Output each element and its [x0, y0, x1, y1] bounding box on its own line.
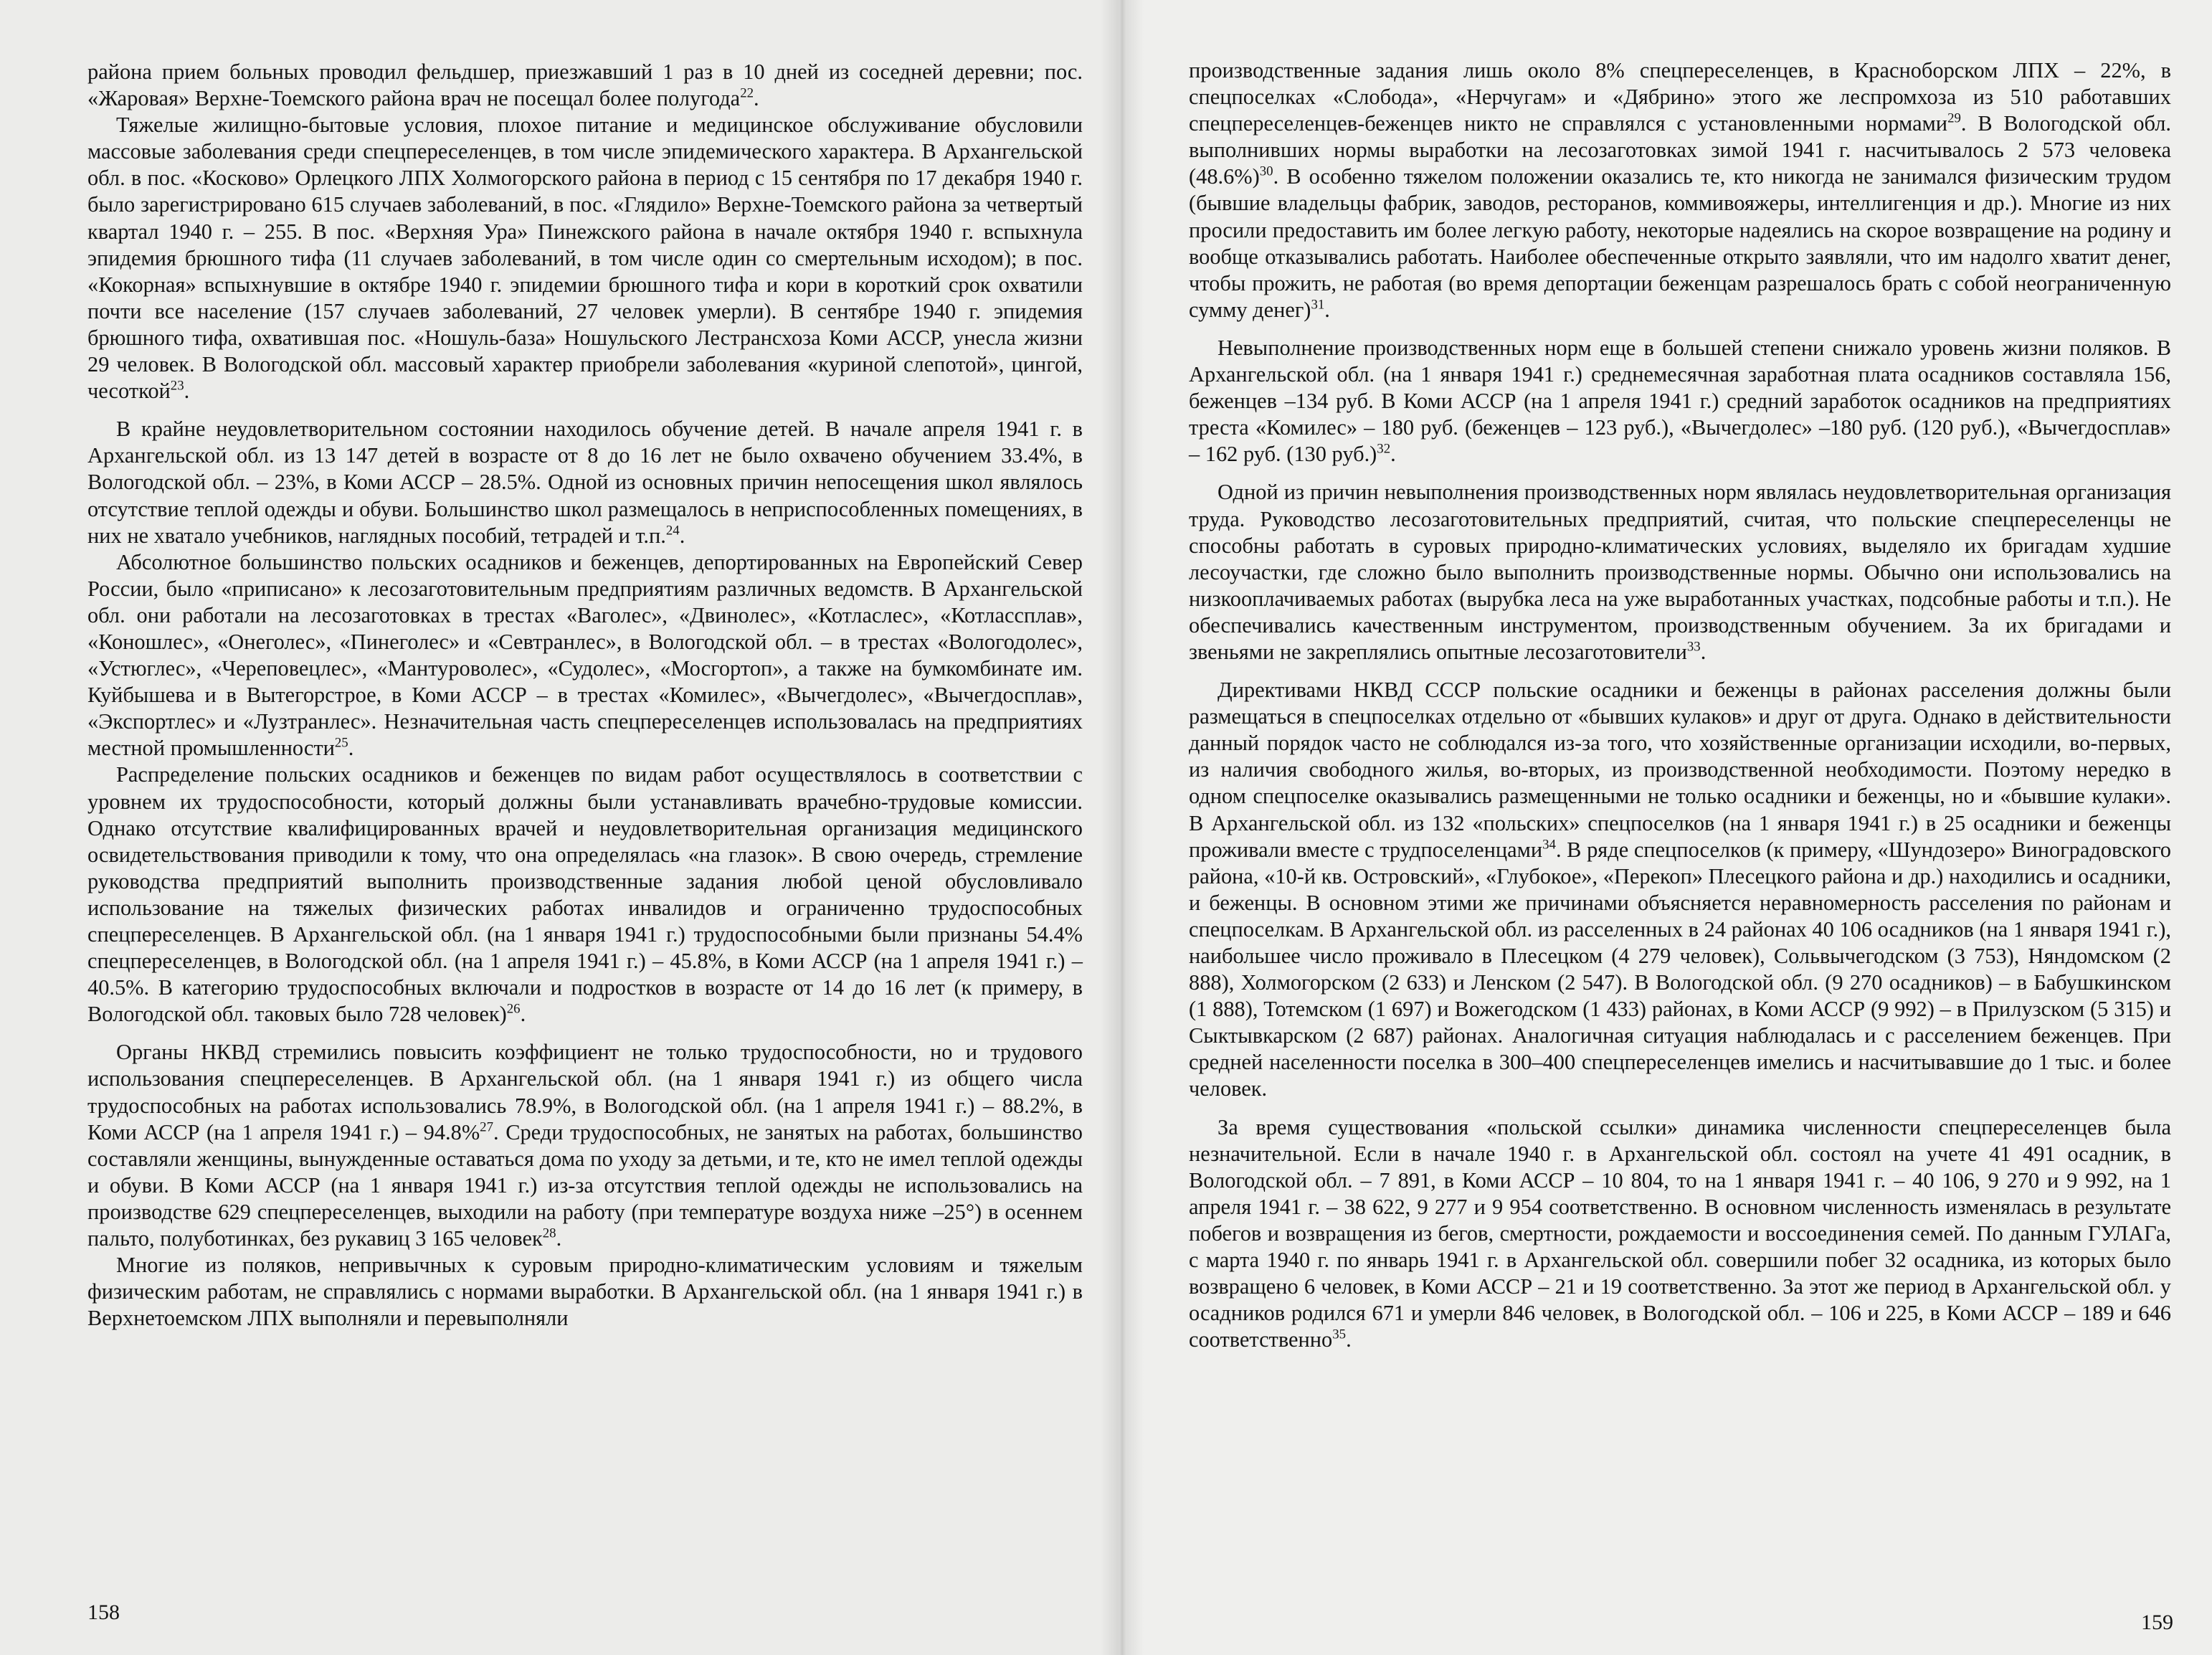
- paragraph: района прием больных проводил фельдшер, приезжавший 1 раз в 10 дней из соседней деревни; пос. «Жаровая» Верхне-Тоемского района врач не посещал более полугода$^{22}$.: [87, 60, 1083, 111]
- paragraph: В крайне неудовлетворительном состоянии находилось обучение детей. В начале апреля 1941 г. в Архангельской обл. из 13 147 детей в возрасте от 8 до 16 лет не было охвачено обучением 33.4%, в Вологодской обл. – 23%, в Коми АССР – 28.5%. Одной из основных причин непосещения школ являлось отсутствие теплой одежды и обуви. Большинство школ размещалось в неприспособленных помещениях, в них не хватало учебников, наглядных пособий, тетрадей и т.п.$^{24}$.: [87, 417, 1083, 548]
- page-number: 158: [87, 1601, 120, 1624]
- footnote-ref: 27: [480, 1119, 493, 1134]
- paragraph: Распределение польских осадников и беженцев по видам работ осуществлялось в соответствии с уровнем их трудоспособности, который должны были устанавливать врачебно-трудовые комиссии. Однако отсутствие квалифицированных врачей и неудовлетворительная организация медицинского освидетельствования приводили к тому, что она определялась «на глазок». В свою очередь, стремление руководства предприятий выполнить производственные задания любой ценой обусловливало использование на тяжелых физических работах инвалидов и ограниченно трудоспособных спецпереселенцев. В Архангельской обл. (на 1 января 1941 г.) трудоспособными были признаны 54.4% спецпереселенцев, в Вологодской обл. (на 1 апреля 1941 г.) – 45.8%, в Коми АССР (на 1 апреля 1941 г.) – 40.5%. В категорию трудоспособных включали и подростков в возрасте от 14 до 16 лет (к примеру, в Вологодской обл. таковых было 728 человек)$^{26}$.: [87, 762, 1083, 1027]
- paragraph: Органы НКВД стремились повысить коэффициент не только трудоспособности, но и трудового использования спецпереселенцев. В Архангельской обл. (на 1 января 1941 г.) из общего числа трудоспособных на работах использовались 78.9%, в Вологодской обл. (на 1 апреля 1941 г.) – 88.2%, в Коми АССР (на 1 апреля 1941 г.) – 94.8%$^{27}$. Среди трудоспособных, не занятых на работах, большинство составляли женщины, вынужденные оставаться дома по уходу за детьми, и те, кто не имел теплой одежды и обуви. В Коми АССР (на 1 января 1941 г.) из-за отсутствия теплой одежды не использовались на производстве 629 спецпереселенцев, выходили на работу (при температуре воздуха ниже –25°) в осеннем пальто, полуботинках, без рукавиц 3 165 человек$^{28}$.: [87, 1040, 1083, 1251]
- footnote-ref: 33: [1686, 639, 1701, 655]
- footnote-ref: 30: [1259, 163, 1273, 179]
- paragraph: Многие из поляков, непривычных к суровым природно-климатическим условиям и тяжелым физическим работам, не справлялись с нормами выработки. В Архангельской обл. (на 1 января 1941 г.) в Верхнетоемском ЛПХ выполняли и перевыполняли: [87, 1253, 1083, 1331]
- paragraph: Абсолютное большинство польских осадников и беженцев, депортированных на Европейский Север России, было «приписано» к лесозаготовительным предприятиям различных ведомств. В Архангельской обл. они работали на лесозаготовках в трестах «Ваголес», «Двинолес», «Котласлес», «Котлассплав», «Коношлес», «Онеголес», «Пинеголес» и «Севтранлес», в Вологодской обл. – в трестах «Вологодолес», «Устюглес», «Череповецлес», «Мантуроволес», «Судолес», «Мосгортоп», а также на бумкомбинате им. Куйбышева и в Вытегорстрое, в Коми АССР – в трестах «Комилес», «Вычегдолес», «Вычегдосплав», «Экспортлес» и «Лузтранлес». Незначительная часть спецпереселенцев использовалась на предприятиях местной промышленности$^{25}$.: [87, 549, 1083, 761]
- paragraph: Невыполнение производственных норм еще в большей степени снижало уровень жизни поляков. В Архангельской обл. (на 1 января 1941 г.) среднемесячная заработная плата осадников составляла 156, беженцев –134 руб. В Коми АССР (на 1 апреля 1941 г.) средний заработок осадников на предприятиях треста «Комилес» – 180 руб. (беженцев – 123 руб.), «Вычегдолес» –180 руб. (120 руб.), «Вычегдосплав» – 162 руб. (130 руб.)$^{32}$.: [1189, 335, 2171, 467]
- footnote-ref: 26: [506, 1001, 521, 1017]
- right-page: [1119, 0, 2212, 1655]
- footnote-ref: 34: [1542, 836, 1556, 852]
- footnote-ref: 25: [334, 735, 348, 751]
- paragraph: Одной из причин невыполнения производственных норм являлась неудовлетворительная организация труда. Руководство лесозаготовительных предприятий, считая, что польские спецпереселенцы не способны работать в суровых природно-климатических условиях, выделяло их бригадам худшие лесоучастки, где сложно было выполнить производственные нормы. Обычно они использовались на низкооплачиваемых работах (вырубка леса на уже выработанных участках, подсобные работы и т.п.). Не обеспечивались качественным инструментом, производственным обучением. За их бригадами и звеньями не закреплялись опытные лесозаготовители$^{33}$.: [1189, 480, 2171, 664]
- footnote-ref: 24: [665, 522, 680, 538]
- footnote-ref: 22: [740, 85, 754, 101]
- paragraph: производственные задания лишь около 8% спецпереселенцев, в Красноборском ЛПХ – 22%, в спецпоселках «Слобода», «Нерчугам» и «Дябрино» этого же леспромхоза из 510 работавших спецпереселенцев-беженцев никто не справлялся с установленными нормами$^{29}$. В Вологодской обл. выполнивших нормы выработки на лесозаготовках зимой 1941 г. насчитывалось 2 573 человека $(48.6\%)^{30}$. В особенно тяжелом положении оказались те, кто никогда не занимался физическим трудом (бывшие владельцы фабрик, заводов, ресторанов, коммивояжеры, интеллигенция и др.). Многие из них просили предоставить им более легкую работу, некоторые надеялись на скорое возвращение на родину и вообще отказывались работать. Наиболее обеспеченные открыто заявляли, что им надолго хватит денег, чтобы прожить, не работая (во время депортации беженцам разрешалось брать с собой неограниченную сумму денег)$^{31}$.: [1189, 58, 2171, 322]
- page-number: 159: [2141, 1611, 2173, 1634]
- footnote-ref: 32: [1377, 441, 1391, 457]
- paragraph: За время существования «польской ссылки» динамика численности спецпереселенцев была незначительной. Если в начале 1940 г. в Архангельской обл. состоял на учете 41 491 осадник, в Вологодской обл. – 7 891, в Коми АССР – 10 804, то на 1 января 1941 г. – 40 106, 9 270 и 9 992, на 1 апреля 1941 г. – 38 622, 9 277 и 9 954 соответственно. В основном численность изменялась в результате побегов и возвращения из бегов, смертности, рождаемости и воссоединения семей. По данным ГУЛАГа, с марта 1940 г. по январь 1941 г. в Архангельской обл. совершили побег 32 осадника, из которых было возвращено 6 человек, в Коми АССР – 21 и 19 соответственно. За этот же период в Архангельской обл. у осадников родился 671 и умерли 846 человек, в Вологодской обл. – 106 и 225, в Коми АССР – 189 и 646 соответственно$^{35}$.: [1189, 1114, 2171, 1352]
- paragraph: Тяжелые жилищно-бытовые условия, плохое питание и медицинское обслуживание обусловили массовые заболевания среди спецпереселенцев, в том числе эпидемического характера. В Архангельской обл. в пос. «Косково» Орлецкого ЛПХ Холмогорского района в период с 15 сентября по 17 декабря 1940 г. было зарегистрировано 615 случаев заболеваний, в пос. «Глядило» Верхне-Тоемского района за четвертый квартал 1940 г. – 255. В пос. «Верхняя Ура» Пинежского района в начале октября 1940 г. вспыхнула эпидемия брюшного тифа (11 случаев заболеваний, в том числе один со смертельным исходом); в пос. «Кокорная» вспыхнувшие в октябре 1940 г. эпидемии брюшного тифа и кори в короткий срок охватили почти все население (157 случаев заболеваний, 27 человек умерли). В сентябре 1940 г. эпидемия брюшного тифа, охватившая пос. «Ношуль-база» Ношульского Лестрансхоза Коми АССР, унесла жизни 29 человек. В Вологодской обл. массовый характер приобрели заболевания «куриной слепотой», цингой, чесоткой$^{23}$.: [87, 113, 1083, 404]
- footnote-ref: 35: [1332, 1327, 1347, 1342]
- footnote-ref: 23: [170, 378, 184, 394]
- footnote-ref: 28: [542, 1225, 556, 1241]
- left-page-text: [87, 59, 1083, 1332]
- footnote-ref: 29: [1947, 110, 1961, 126]
- right-page-text: [1189, 57, 2171, 1353]
- paragraph: Директивами НКВД СССР польские осадники и беженцы в районах расселения должны были размещаться в спецпоселках отдельно от «бывших кулаков» и друг от друга. Однако в действительности данный порядок часто не соблюдался из-за того, что хозяйственные организации исходили, во-первых, из наличия свободного жилья, во-вторых, из производственной необходимости. Поэтому нередко в одном спецпоселке оказывались размещенными не только осадники и беженцы, но и «бывшие кулаки». В Архангельской обл. из 132 «польских» спецпоселков (на 1 января 1941 г.) в 25 осадники и беженцы проживали вместе с трудпоселенцами$^{34}$. В ряде спецпоселков (к примеру, «Шундозеро» Виноградовского района, «10-й кв. Островский», «Глубокое», «Перекоп» Плесецкого района и др.) находились и осадники, и беженцы. В основном этими же причинами объясняется неравномерность расселения по районам и спецпоселкам. В Архангельской обл. из расселенных в 24 районах 40 106 осадников (на 1 января 1941 г.), наибольшее число проживало в Плесецком (4 279 человек), Сольвычегодском (3 753), Няндомском (2 888), Холмогорском (2 633) и Ленском (2 547). В Вологодской обл. (9 270 осадников) – в Бабушкинском (1 888), Тотемском (1 697) и Вожегодском (1 433) районах, в Коми АССР (9 992) – в Прилузском (5 315) и Сыктывкарском (2 687) районах. Аналогичная ситуация наблюдалась и с расселением беженцев. При средней населенности поселка в 300–400 спецпереселенцев имелись и насчитывавшие до 1 тыс. и более человек.: [1189, 678, 2172, 1101]
- footnote-ref: 31: [1311, 297, 1325, 313]
